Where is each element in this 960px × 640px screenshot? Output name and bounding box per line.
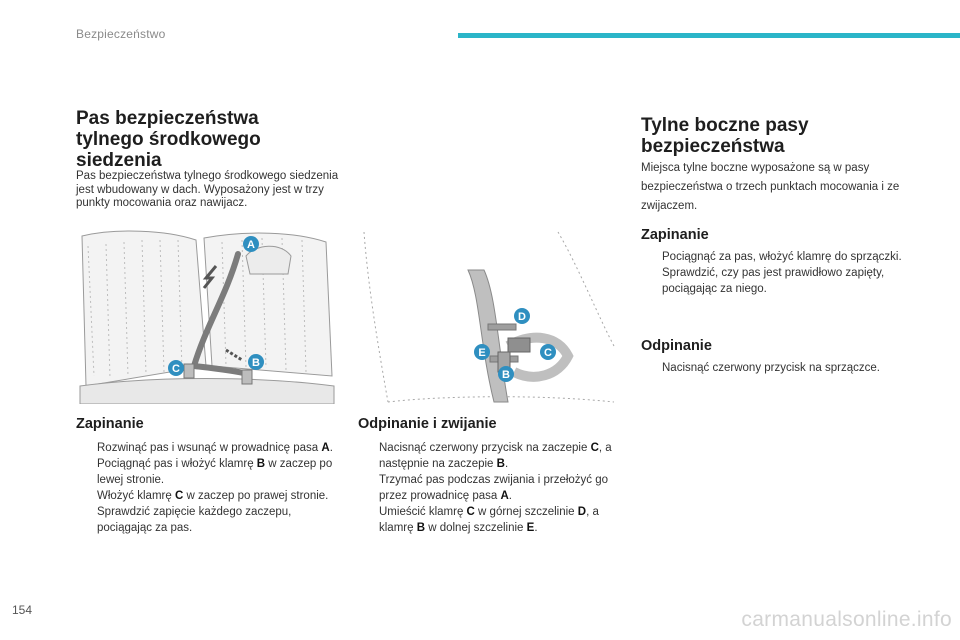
label-d: D [518, 311, 526, 323]
label-b2: B [502, 369, 510, 381]
right-odpinanie-heading: Odpinanie [641, 338, 712, 354]
label-e: E [478, 347, 486, 359]
left-zapinanie-heading: Zapinanie [76, 416, 144, 432]
buckle-storage-illustration [358, 226, 620, 404]
right-zapinanie-steps [641, 249, 903, 297]
right-intro: Miejsca tylne boczne wyposażone są w pasy bezpieczeństwa o trzech punktach mocowania i ze zwijaczem. [641, 162, 900, 212]
list-item: Sprawdzić zapięcie każdego zaczepu, pociągając za pas. [97, 506, 292, 534]
list-item: Sprawdzić, czy pas jest prawidłowo zapięty, pociągając za niego. [662, 267, 885, 295]
page-number: 154 [12, 603, 33, 617]
list-item: Nacisnąć czerwony przycisk na zaczepie C, a następnie na zaczepie B. [379, 442, 612, 470]
right-title: Tylne boczne pasy bezpieczeństwa [641, 115, 809, 157]
label-c2: C [544, 347, 552, 359]
center-belt-illustration [76, 226, 338, 404]
accent-bar [458, 33, 960, 38]
odpinanie-zwijanie-heading: Odpinanie i zwijanie [358, 416, 497, 432]
list-item: Pociągnąć pas i włożyć klamrę B w zaczep po lewej stronie. [97, 458, 333, 486]
list-item: Trzymać pas podczas zwijania i przełożyć go przez prowadnicę pasa A. [379, 474, 609, 502]
section-label: Bezpieczeństwo [76, 27, 166, 41]
label-b: B [252, 357, 260, 369]
watermark: carmanualsonline.info [741, 608, 952, 631]
label-c: C [172, 363, 180, 375]
left-title: Pas bezpieczeństwa tylnego środkowego siedzenia [76, 108, 261, 171]
list-item: Nacisnąć czerwony przycisk na sprzączce. [662, 362, 880, 374]
label-a: A [247, 239, 255, 251]
list-item: Pociągnąć za pas, włożyć klamrę do sprzączki. [662, 251, 902, 263]
left-zapinanie-steps [76, 440, 342, 536]
list-item: Umieścić klamrę C w górnej szczelinie D, a klamrę B w dolnej szczelinie E. [379, 506, 599, 534]
right-odpinanie-steps [641, 360, 911, 376]
right-zapinanie-heading: Zapinanie [641, 227, 709, 243]
list-item: Rozwinąć pas i wsunąć w prowadnicę pasa A. [97, 442, 333, 454]
odpinanie-zwijanie-steps [358, 440, 620, 536]
list-item: Włożyć klamrę C w zaczep po prawej stronie. [97, 490, 329, 502]
left-intro: Pas bezpieczeństwa tylnego środkowego siedzenia jest wbudowany w dach. Wyposażony jest w trzy punkty mocowania oraz nawijacz. [76, 170, 339, 209]
